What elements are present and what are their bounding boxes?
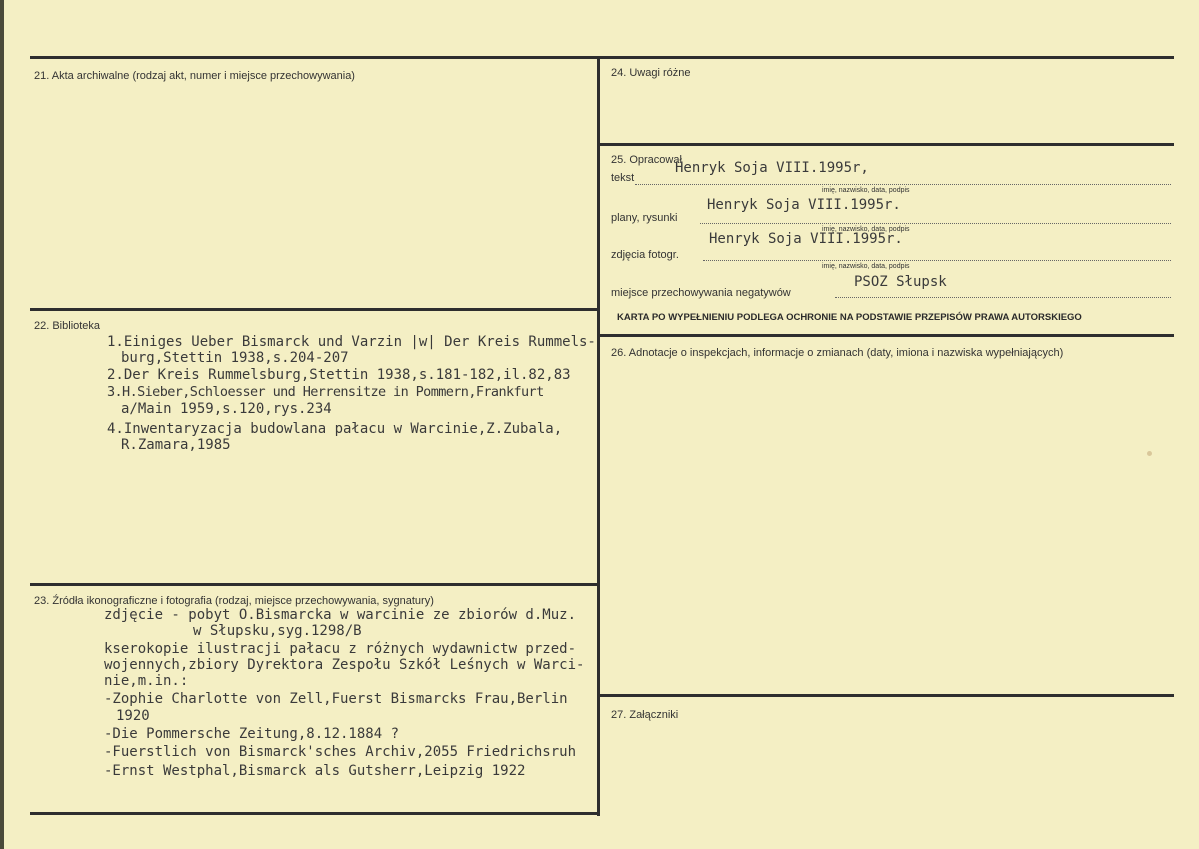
zrodla-line: wojennych,zbiory Dyrektora Zespołu Szkół Leśnych w Warci- (104, 657, 585, 673)
plany-caption: imię, nazwisko, data, podpis (822, 226, 910, 233)
section-25-label: 25. Opracował (611, 154, 682, 166)
zrodla-line: -Die Pommersche Zeitung,8.12.1884 ? (104, 726, 400, 742)
zdjecia-dotted-line (703, 260, 1171, 261)
rule-left-22-23 (30, 583, 598, 586)
zdjecia-label: zdjęcia fotogr. (611, 249, 679, 261)
miejsce-value: PSOZ Słupsk (854, 274, 947, 290)
section-27-label: 27. Załączniki (611, 709, 679, 721)
rule-right-25-26 (599, 334, 1174, 337)
zrodla-line: nie,m.in.: (104, 673, 189, 689)
section-23-label: 23. Źródła ikonograficzne i fotografia (rodzaj, miejsce przechowywania, sygnatury) (34, 595, 434, 607)
miejsce-label: miejsce przechowywania negatywów (611, 287, 791, 299)
biblioteka-line: 4.Inwentaryzacja budowlana pałacu w Warcinie,Z.Zubala, (107, 421, 563, 437)
tekst-label: tekst (611, 172, 635, 184)
miejsce-dotted-line (835, 297, 1171, 298)
rule-left-21-22 (30, 308, 598, 311)
tekst-value: Henryk Soja VIII.1995r, (675, 160, 869, 176)
zrodla-line: zdjęcie - pobyt O.Bismarcka w warcinie ze zbiorów d.Muz. (104, 607, 577, 623)
rule-center (597, 56, 600, 816)
zdjecia-caption: imię, nazwisko, data, podpis (822, 263, 910, 270)
zrodla-line: -Fuerstlich von Bismarck'sches Archiv,2055 Friedrichsruh (104, 744, 577, 760)
zdjecia-value: Henryk Soja VIII.1995r. (709, 231, 903, 247)
zrodla-line: w Słupsku,syg.1298/B (193, 623, 362, 639)
tekst-caption: imię, nazwisko, data, podpis (822, 187, 910, 194)
page-edge (0, 0, 4, 849)
biblioteka-line: 2.Der Kreis Rummelsburg,Stettin 1938,s.181-182,il.82,83 (107, 367, 571, 383)
plany-dotted-line (700, 223, 1171, 224)
section-24-label: 24. Uwagi różne (611, 67, 691, 79)
biblioteka-line: 1.Einiges Ueber Bismarck und Varzin |w| Der Kreis Rummels- (107, 334, 596, 350)
rule-bottom-left (30, 812, 600, 815)
tekst-dotted-line (635, 184, 1171, 185)
section-21-label: 21. Akta archiwalne (rodzaj akt, numer i miejsce przechowywania) (34, 70, 355, 82)
biblioteka-line: R.Zamara,1985 (121, 437, 231, 453)
rule-right-24-25 (599, 143, 1174, 146)
biblioteka-line: a/Main 1959,s.120,rys.234 (121, 401, 332, 417)
zrodla-line: -Zophie Charlotte von Zell,Fuerst Bismarcks Frau,Berlin (104, 691, 568, 707)
paper-speck (1147, 451, 1152, 456)
section-22-label: 22. Biblioteka (34, 320, 101, 332)
zrodla-line: -Ernst Westphal,Bismarck als Gutsherr,Leipzig 1922 (104, 763, 526, 779)
rule-top (30, 56, 1174, 59)
plany-value: Henryk Soja VIII.1995r. (707, 197, 901, 213)
zrodla-line: 1920 (116, 708, 150, 724)
rule-right-26-27 (599, 694, 1174, 697)
plany-label: plany, rysunki (611, 212, 678, 224)
section-26-label: 26. Adnotacje o inspekcjach, informacje o zmianach (daty, imiona i nazwiska wypełniających) (611, 347, 1064, 359)
biblioteka-line: burg,Stettin 1938,s.204-207 (121, 350, 349, 366)
biblioteka-line: 3.H.Sieber,Schloesser und Herrensitze in Pommern,Frankfurt (107, 384, 544, 400)
zrodla-line: kserokopie ilustracji pałacu z różnych wydawnictw przed- (104, 641, 577, 657)
copyright-notice: KARTA PO WYPEŁNIENIU PODLEGA OCHRONIE NA PODSTAWIE PRZEPISÓW PRAWA AUTORSKIEGO (617, 312, 1082, 323)
